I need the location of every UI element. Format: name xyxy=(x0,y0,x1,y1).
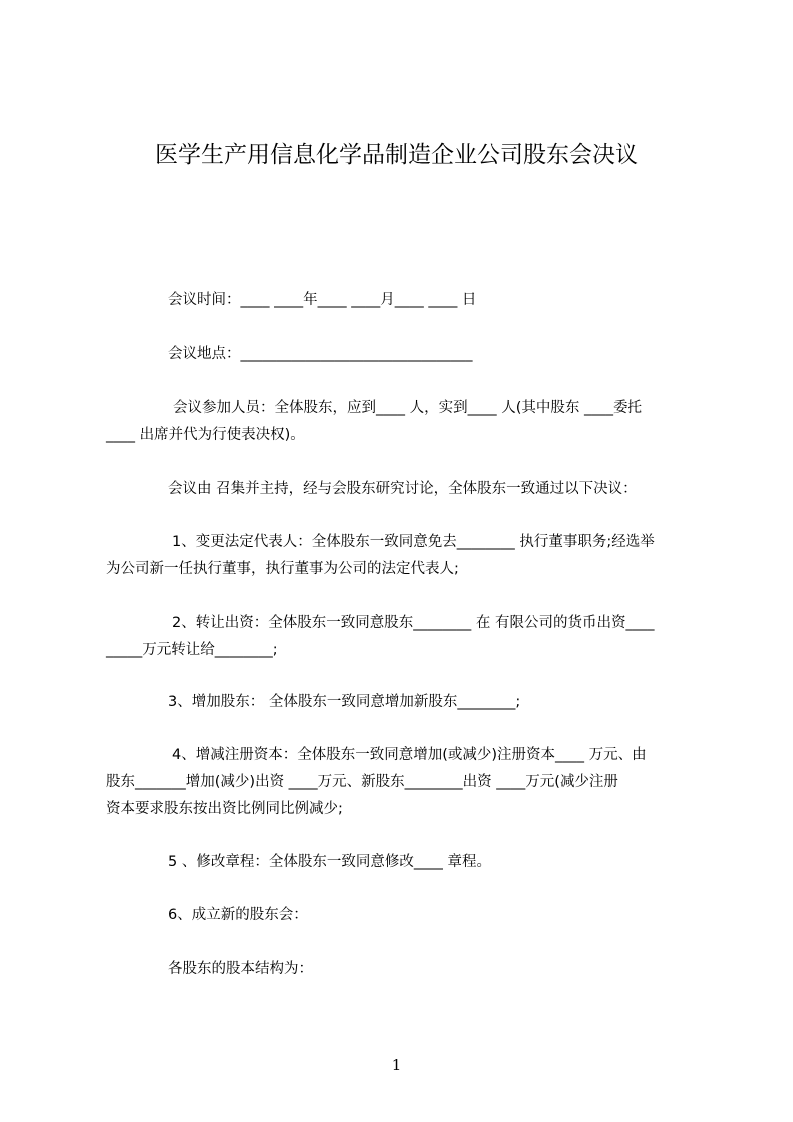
resolution-3-line: 3、增加股东： 全体股东一致同意增加新股东________; xyxy=(168,694,521,710)
meeting-host-line: 会议由 召集并主持，经与会股东研究讨论，全体股东一致通过以下决议： xyxy=(168,481,637,497)
meeting-place-line: 会议地点：________________________________ xyxy=(168,346,473,362)
share-structure-line: 各股东的股本结构为： xyxy=(168,961,313,977)
attendees-line-1: 会议参加人员：全体股东，应到____ 人，实到____ 人(其中股东 ____委托 xyxy=(173,400,642,416)
resolution-4-line-2: 股东_______增加(减少)出资 ____万元、新股东________出资 ____万元(减少注册 xyxy=(106,774,618,790)
document-title: 医学生产用信息化学品制造企业公司股东会决议 xyxy=(155,142,638,168)
page-number: 1 xyxy=(391,1056,402,1074)
resolution-2-line-2: _____万元转让给________; xyxy=(106,642,278,658)
resolution-1-line-2: 为公司新一任执行董事，执行董事为公司的法定代表人; xyxy=(106,561,459,577)
resolution-4-line-3: 资本要求股东按出资比例同比例减少; xyxy=(106,801,343,817)
resolution-6-line: 6、成立新的股东会： xyxy=(168,907,308,923)
resolution-5-line: 5 、修改章程：全体股东一致同意修改____ 章程。 xyxy=(168,854,491,870)
resolution-1-line-1: 1、变更法定代表人：全体股东一致同意免去________ 执行董事职务;经选举 xyxy=(172,534,655,550)
meeting-time-line: 会议时间：____ ____年____ ____月____ ____ 日 xyxy=(168,292,477,308)
resolution-4-line-1: 4、增减注册资本：全体股东一致同意增加(或减少)注册资本____ 万元、由 xyxy=(172,747,647,763)
attendees-line-2: ____ 出席并代为行使表决权)。 xyxy=(106,427,305,443)
resolution-2-line-1: 2、转让出资：全体股东一致同意股东________ 在 有限公司的货币出资____ xyxy=(172,615,655,631)
